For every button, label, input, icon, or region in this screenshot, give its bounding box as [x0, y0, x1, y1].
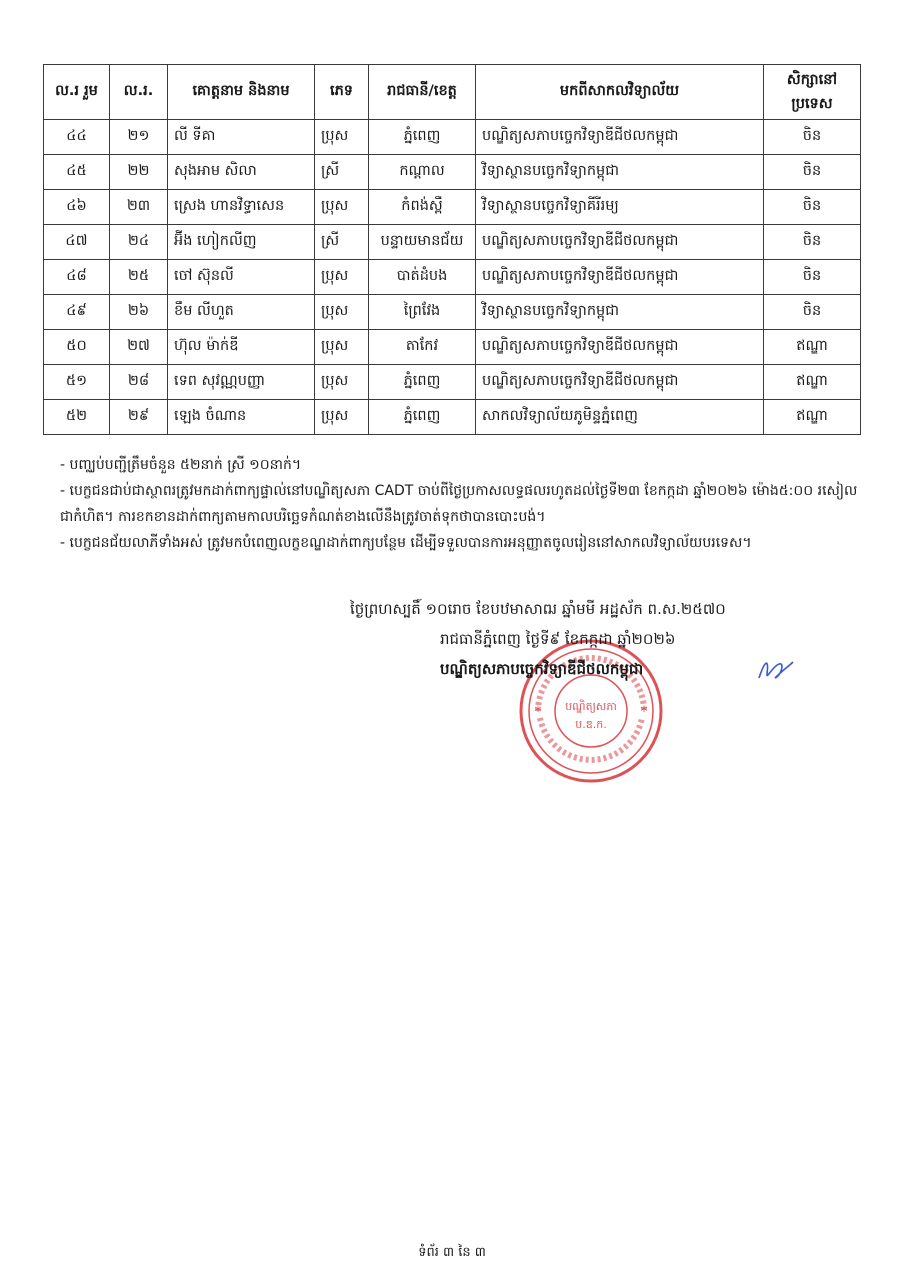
cell-overall-no: ៥១ — [44, 365, 110, 400]
cell-name: ចៅ ស៊ុនលី — [168, 260, 315, 295]
cell-overall-no: ៤៦ — [44, 190, 110, 225]
cell-name: សុងអាម សិលា — [168, 155, 315, 190]
cell-province: តាកែវ — [369, 330, 476, 365]
note-item: - បញ្ឈប់បញ្ជីត្រឹមចំនួន ៥២នាក់ ស្រី ១០នាក់។ — [60, 457, 302, 473]
cell-gender: ប្រុស — [315, 400, 369, 435]
cell-gender: ស្រី — [315, 155, 369, 190]
cell-country: ឥណ្ឌា — [764, 400, 861, 435]
cell-province: កណ្ដាល — [369, 155, 476, 190]
col-header-gender: ភេទ — [315, 65, 369, 120]
cell-overall-no: ៥០ — [44, 330, 110, 365]
table-row — [44, 190, 861, 225]
table-row — [44, 225, 861, 260]
stamp-center-text: បណ្ឌិត្យសភា — [565, 700, 617, 713]
cell-no: ២២ — [110, 155, 168, 190]
cell-province: កំពង់ស្ពឺ — [369, 190, 476, 225]
notes-section — [60, 452, 860, 556]
col-header-university: មកពីសាកលវិទ្យាល័យ — [476, 65, 764, 120]
cell-country: ចិន — [764, 225, 861, 260]
col-header-name: គោត្តនាម និងនាម — [168, 65, 315, 120]
cell-name: ស្រេង ហានវិទ្ធាសេន — [168, 190, 315, 225]
cell-province: បន្ទាយមានជ័យ — [369, 225, 476, 260]
cell-province: ភ្នំពេញ — [369, 400, 476, 435]
official-seal-stamp — [516, 636, 666, 786]
cell-gender: ប្រុស — [315, 190, 369, 225]
svg-text:*: * — [640, 704, 648, 720]
cell-name: ហ៊ុល ម៉ាក់ឌី — [168, 330, 315, 365]
cell-overall-no: ៤៤ — [44, 120, 110, 155]
cell-no: ២៣ — [110, 190, 168, 225]
cell-province: ភ្នំពេញ — [369, 120, 476, 155]
cell-university: សាកលវិទ្យាល័យភូមិន្ទភ្នំពេញ — [476, 400, 764, 435]
table-header-row — [44, 65, 861, 120]
cell-university: បណ្ឌិត្យសភាបច្ចេកវិទ្យាឌីជីថលកម្ពុជា — [476, 225, 764, 260]
cell-name: ទេព សុវណ្ណបញ្ញា — [168, 365, 315, 400]
cell-no: ២៩ — [110, 400, 168, 435]
cell-no: ២៧ — [110, 330, 168, 365]
col-header-study-country: សិក្សានៅ ប្រទេស — [764, 65, 861, 120]
results-table — [43, 64, 861, 435]
table-row — [44, 260, 861, 295]
cell-country: ឥណ្ឌា — [764, 365, 861, 400]
cell-country: ចិន — [764, 260, 861, 295]
cell-university: បណ្ឌិត្យសភាបច្ចេកវិទ្យាឌីជីថលកម្ពុជា — [476, 330, 764, 365]
handwritten-signature — [755, 656, 795, 684]
cell-name: លី ទីគា — [168, 120, 315, 155]
cell-country: ចិន — [764, 155, 861, 190]
cell-no: ២៦ — [110, 295, 168, 330]
cell-gender: ប្រុស — [315, 365, 369, 400]
cell-gender: ប្រុស — [315, 260, 369, 295]
cell-no: ២៥ — [110, 260, 168, 295]
cell-no: ២៨ — [110, 365, 168, 400]
lunar-date: ថ្ងៃព្រហស្បតិ៍ ១០រោច ខែបឋមាសាឍ ឆ្នាំមមី អដ្ឋស័ក ព.ស.២៥៧០ — [350, 600, 726, 618]
cell-overall-no: ៤៩ — [44, 295, 110, 330]
cell-gender: ប្រុស — [315, 330, 369, 365]
signing-organization: បណ្ឌិត្យសភាបច្ចេកវិទ្យាឌីជីថលកម្ពុជា — [440, 660, 644, 678]
cell-university: វិទ្យាស្ថានបច្ចេកវិទ្យាកម្ពុជា — [476, 295, 764, 330]
table-row — [44, 155, 861, 190]
col-header-province: រាជធានី/ខេត្ត — [369, 65, 476, 120]
cell-country: ឥណ្ឌា — [764, 330, 861, 365]
cell-country: ចិន — [764, 295, 861, 330]
table-row — [44, 365, 861, 400]
note-item: - បេក្ខជនជាប់ជាស្ថាពរត្រូវមកដាក់ពាក្យផ្ទាល់នៅបណ្ឌិត្យសភា CADT ចាប់ពីថ្ងៃប្រកាសលទ្ធផលរហូតដល់ថ្ងៃទី២៣ ខែកក្កដា ឆ្នាំ២០២៦ ម៉ោង៥:០០ រសៀលជាកំហិត។ ការខកខានដាក់ពាក្យតាមកាលបរិច្ឆេទកំណត់ខាងលើនឹងត្រូវចាត់ទុកថាបានបោះបង់។ — [60, 483, 858, 525]
cell-name: អ៊ីង ហៀកលីញ — [168, 225, 315, 260]
cell-university: បណ្ឌិត្យសភាបច្ចេកវិទ្យាឌីជីថលកម្ពុជា — [476, 120, 764, 155]
cell-university: វិទ្យាស្ថានបច្ចេកវិទ្យាកម្ពុជា — [476, 155, 764, 190]
cell-university: វិទ្យាស្ថានបច្ចេកវិទ្យាគីរីរម្យ — [476, 190, 764, 225]
table-row — [44, 295, 861, 330]
solar-date: រាជធានីភ្នំពេញ ថ្ងៃទី៩ ខែកក្កដា ឆ្នាំ២០២៦ — [440, 630, 676, 648]
table-row — [44, 330, 861, 365]
svg-text:*: * — [534, 704, 542, 720]
col-header-no: ល.រ. — [110, 65, 168, 120]
table-row — [44, 120, 861, 155]
note-item: - បេក្ខជនជ័យលាភីទាំងអស់ ត្រូវមកបំពេញលក្ខខណ្ឌដាក់ពាក្យបន្ថែម ដើម្បីទទួលបានការអនុញ្ញាតចូលរៀននៅសាកលវិទ្យាល័យបរទេស។ — [60, 535, 752, 551]
cell-overall-no: ៥២ — [44, 400, 110, 435]
cell-province: ភ្នំពេញ — [369, 365, 476, 400]
cell-university: បណ្ឌិត្យសភាបច្ចេកវិទ្យាឌីជីថលកម្ពុជា — [476, 365, 764, 400]
cell-name: ឡេង ចំណាន — [168, 400, 315, 435]
cell-name: ខឹម លីហួត — [168, 295, 315, 330]
cell-gender: ប្រុស — [315, 295, 369, 330]
cell-province: បាត់ដំបង — [369, 260, 476, 295]
cell-gender: ប្រុស — [315, 120, 369, 155]
cell-country: ចិន — [764, 190, 861, 225]
col-header-overall-no: ល.រ រួម — [44, 65, 110, 120]
table-row — [44, 400, 861, 435]
page-number: ទំព័រ ៣ នៃ ៣ — [418, 1245, 486, 1260]
cell-gender: ស្រី — [315, 225, 369, 260]
stamp-abbrev: ប.ឌ.ក. — [575, 718, 607, 731]
cell-overall-no: ៤៥ — [44, 155, 110, 190]
cell-no: ២៤ — [110, 225, 168, 260]
cell-overall-no: ៤៨ — [44, 260, 110, 295]
cell-province: ព្រៃវែង — [369, 295, 476, 330]
cell-overall-no: ៤៧ — [44, 225, 110, 260]
cell-university: បណ្ឌិត្យសភាបច្ចេកវិទ្យាឌីជីថលកម្ពុជា — [476, 260, 764, 295]
cell-no: ២១ — [110, 120, 168, 155]
cell-country: ចិន — [764, 120, 861, 155]
